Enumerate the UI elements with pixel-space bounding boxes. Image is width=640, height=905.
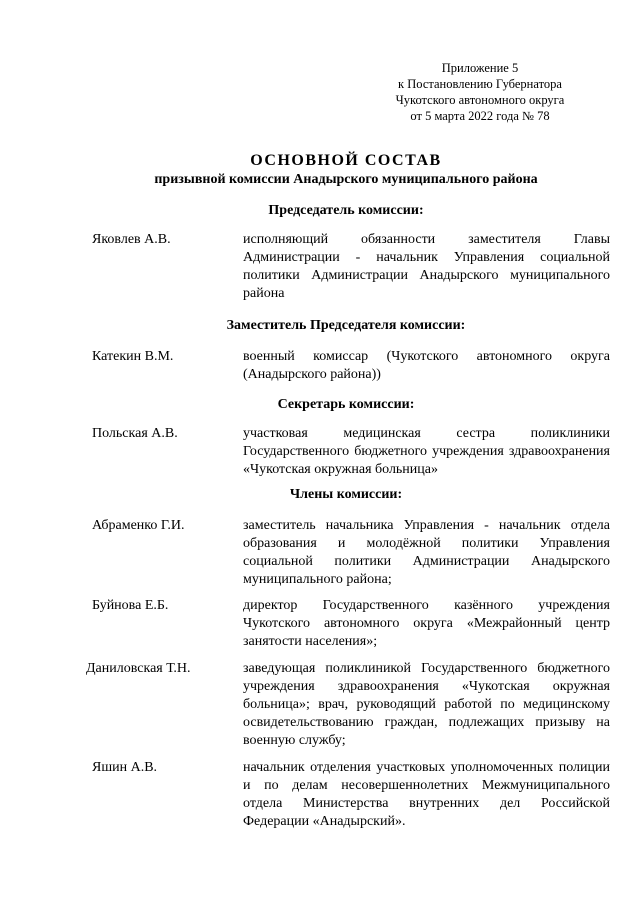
appendix-line-2: к Постановлению Губернатора (398, 77, 562, 91)
chairman-heading: Председатель комиссии: (268, 203, 424, 218)
member-name: Абраменко Г.И. (92, 518, 185, 533)
member-position: заведующая поликлиникой Государственного бюджетного учреждения здравоохранения «Чукотская окружная больница»; врач, руководящий работой по медицинскому освидетельствованию граждан, подлежащих призыву на военную службу; (243, 661, 610, 748)
deputy-name: Катекин В.М. (92, 349, 174, 364)
appendix-line-4: от 5 марта 2022 года № 78 (410, 109, 550, 123)
chairman-position: исполняющий обязанности заместителя Главы Администрации - начальник Управления социальной политики Администрации Анадырского муниципального района (243, 232, 610, 301)
secretary-position: участковая медицинская сестра поликлиники Государственного бюджетного учреждения здравоохранения «Чукотская окружная больница» (243, 426, 610, 477)
secretary-heading: Секретарь комиссии: (277, 397, 415, 412)
member-name: Буйнова Е.Б. (92, 598, 169, 613)
chairman-name: Яковлев А.В. (92, 232, 171, 247)
member-name: Даниловская Т.Н. (86, 661, 191, 676)
member-name: Яшин А.В. (92, 760, 158, 775)
member-position: начальник отделения участковых уполномоченных полиции и по делам несовершеннолетних Межмуниципального отдела Министерства внутренних дел Российской Федерации «Анадырский». (243, 760, 610, 829)
member-position: заместитель начальника Управления - начальник отдела образования и молодёжной политики Управления социальной политики Администрации Анадырского муниципального района; (243, 518, 610, 587)
appendix-line-1: Приложение 5 (441, 61, 519, 75)
deputy-heading: Заместитель Председателя комиссии: (226, 318, 466, 333)
appendix-block (350, 60, 610, 124)
members-heading: Члены комиссии: (289, 487, 403, 502)
member-position: директор Государственного казённого учреждения Чукотского автономного округа «Межрайонный центр занятости населения»; (243, 598, 610, 649)
appendix-line-3: Чукотского автономного округа (395, 93, 565, 107)
document-title: ОСНОВНОЙ СОСТАВ (250, 152, 442, 169)
secretary-name: Польская А.В. (92, 426, 178, 441)
document-subtitle: призывной комиссии Анадырского муниципального района (154, 172, 538, 187)
deputy-position: военный комиссар (Чукотского автономного округа (Анадырского района)) (243, 349, 610, 382)
